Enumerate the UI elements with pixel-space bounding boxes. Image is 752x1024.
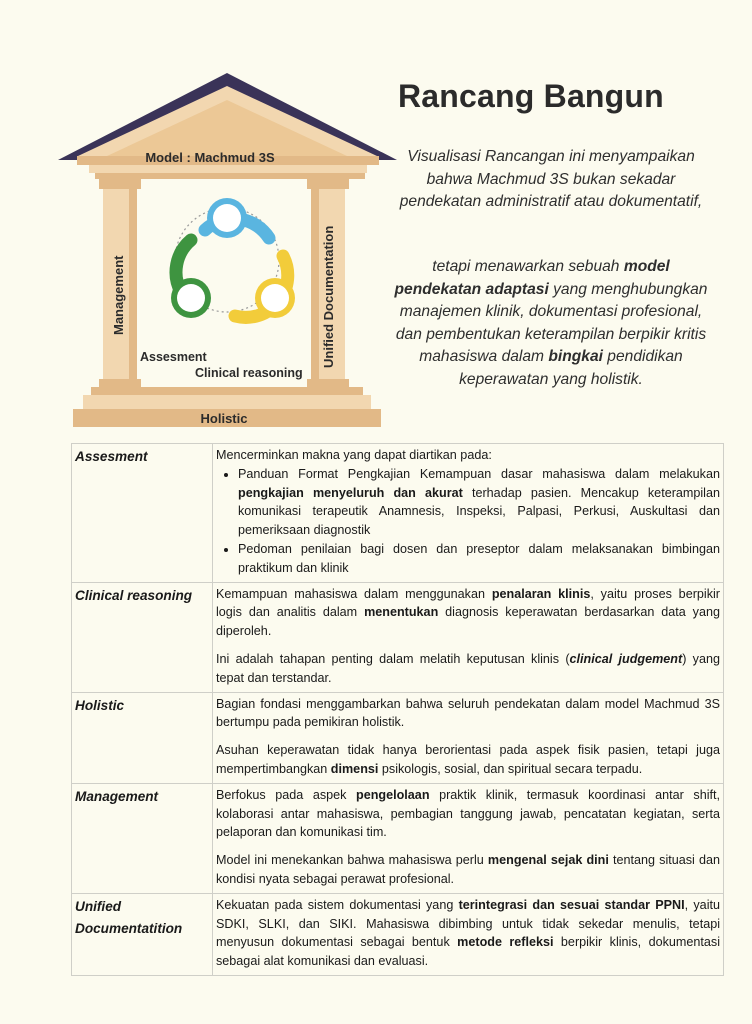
definitions-table [71,443,724,976]
machmud-3s-temple-diagram [55,70,400,432]
base-label: Holistic [200,411,248,426]
term-holistic: Holistic [72,692,213,783]
model-label: Model : Machmud 3S [145,150,275,165]
desc-assesment: Mencerminkan makna yang dapat diartikan pada: • Panduan Format Pengkajian Kemampuan dasar mahasiswa dalam melakukan pengkajian menyeluruh dan akurat terhadap pasien. Mencakup keterampilan komunikasi terapeutik Anamnesis, Inspeksi, Palpasi, Perkusi, Auskultasi dan pemeriksaan diagnostik • Pedoman penilaian bagi dosen dan preseptor dalam melaksanakan bimbingan praktikum dan klinik [213,444,724,583]
pillar-left-label: Management [111,255,126,335]
term-unified-documentation: Unified Documentatition [72,893,213,975]
desc-holistic: Bagian fondasi menggambarkan bahwa seluruh pendekatan dalam model Machmud 3S bertumpu pada pemikiran holistik. Asuhan keperawatan tidak hanya berorientasi pada aspek fisik pasien, tetapi juga mempertimbangkan dimensi psikologis, sosial, dan spiritual secara terpadu. [213,692,724,783]
term-management: Management [72,783,213,893]
page-title: Rancang Bangun [398,78,664,114]
cycle-graphic [171,198,295,318]
intro-paragraph-1: Visualisasi Rancangan ini menyampaikan bahwa Machmud 3S bukan sekadar pendekatan administratif atau dokumentatif, [399,148,703,211]
desc-unified-documentation: Kekuatan pada sistem dokumentasi yang terintegrasi dan sesuai standar PPNI, yaitu SDKI, SLKI, dan SIKI. Mahasiswa dibimbing untuk tidak sekedar menulis, tetapi menyusun dokumentasi sebagai bentuk metode refleksi berpikir klinis, dokumentasi sebagai alat komunikasi dan evaluasi. [213,893,724,975]
table-row [72,444,724,583]
inner-label-assesment: Assesment [140,350,207,364]
pillar-right-label: Unified Documentation [321,225,336,368]
table-row [72,783,724,893]
desc-clinical-reasoning: Kemampuan mahasiswa dalam menggunakan penalaran klinis, yaitu proses berpikir logis dan analitis dalam menentukan diagnosis keperawatan berdasarkan data yang diperoleh. Ini adalah tahapan penting dalam melatih keputusan klinis (clinical judgement) yang tepat dan terstandar. [213,582,724,692]
list-item: • Pedoman penilaian bagi dosen dan preseptor dalam melaksanakan bimbingan praktikum dan klinik [238,540,720,578]
desc-management: Berfokus pada aspek pengelolaan praktik klinik, termasuk koordinasi antar shift, kolaborasi antar mahasiswa, pembagian tanggung jawab, pencatatan kegiatan, serta pelaporan dan komunikasi tim. Model ini menekankan bahwa mahasiswa perlu mengenal sejak dini tentang situasi dan kondisi nyata sebagai perawat profesional. [213,783,724,893]
list-item: • Panduan Format Pengkajian Kemampuan dasar mahasiswa dalam melakukan pengkajian menyeluruh dan akurat terhadap pasien. Mencakup keterampilan komunikasi terapeutik Anamnesis, Inspeksi, Palpasi, Perkusi, Auskultasi dan pemeriksaan diagnostik [238,465,720,540]
table-row [72,692,724,783]
table-row [72,582,724,692]
table-row [72,893,724,975]
intro-paragraph-2: tetapi menawarkan sebuah model pendekatan adaptasi yang menghubungkan manajemen klinik, dokumentasi profesional, dan pembentukan keterampilan berpikir kritis mahasiswa dalam bingkai pendidikan keperawatan yang holistik. [394,258,708,388]
term-clinical-reasoning: Clinical reasoning [72,582,213,692]
inner-label-clinical-reasoning: Clinical reasoning [195,366,303,380]
term-assesment: Assesment [72,444,213,583]
